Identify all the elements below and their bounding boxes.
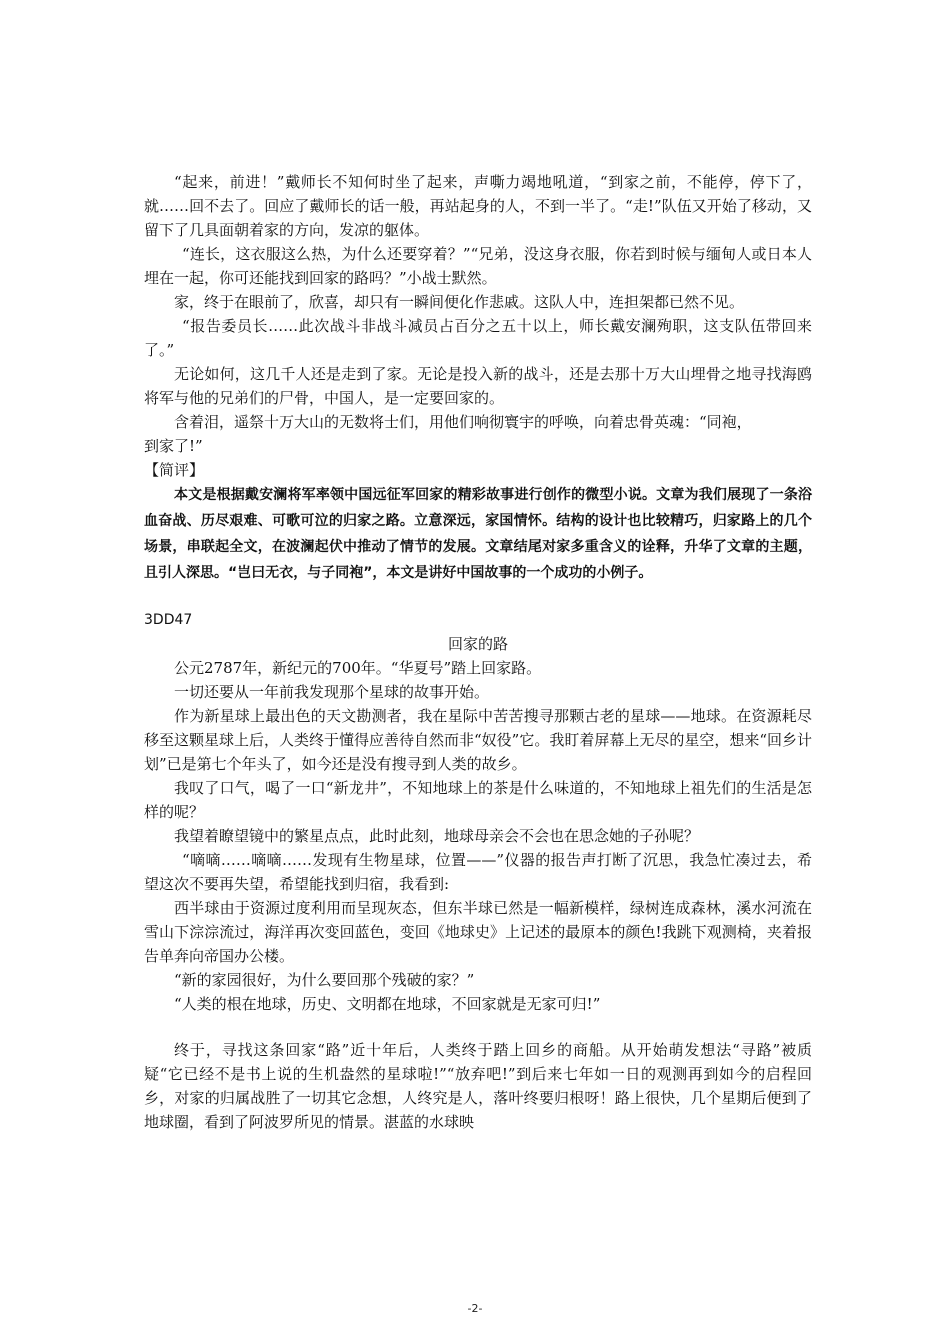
spacer (144, 586, 812, 608)
paragraph: 作为新星球上最出色的天文勘测者，我在星际中苦苦搜寻那颗古老的星球——地球。在资源耗尽移至这颗星球上后，人类终于懂得应善待自然而非“奴役”它。我盯着屏幕上无尽的星空，想来“回乡计划”已是第七个年头了，如今还是没有搜寻到人类的故乡。 (144, 707, 813, 773)
document-body (144, 170, 812, 1134)
paragraph: 到家了!” (144, 437, 203, 455)
paragraph: “新的家园很好，为什么要回那个残破的家？” (174, 971, 475, 989)
paragraph: 无论如何，这几千人还是走到了家。无论是投入新的战斗，还是去那十万大山埋骨之地寻找海鸥将军与他的兄弟们的尸骨，中国人，是一定要回家的。 (144, 365, 812, 407)
paragraph: “嘀嘀……嘀嘀……发现有生物星球，位置——”仪器的报告声打断了沉思，我急忙凑过去，希望这次不要再失望，希望能找到归宿，我看到: (144, 851, 812, 893)
paragraph: “报告委员长……此次战斗非战斗减员占百分之五十以上，师长戴安澜殉职，这支队伍带回来了。” (144, 317, 812, 359)
paragraph: 一切还要从一年前我发现那个星球的故事开始。 (174, 683, 490, 701)
paragraph: 我望着瞭望镜中的繁星点点，此时此刻，地球母亲会不会也在思念她的子孙呢？ (174, 827, 700, 845)
paragraph: 含着泪，遥祭十万大山的无数将士们，用他们响彻寰宇的呼唤，向着忠骨英魂：“同袍， (174, 413, 752, 431)
document-code: 3DD47 (144, 612, 193, 628)
review-heading: 【简评】 (144, 461, 205, 479)
paragraph: “人类的根在地球，历史、文明都在地球，不回家就是无家可归!” (174, 995, 601, 1013)
paragraph: 家，终于在眼前了，欣喜，却只有一瞬间便化作悲戚。这队人中，连担架都已然不见。 (174, 293, 745, 311)
review-text: 本文是根据戴安澜将军率领中国远征军回家的精彩故事进行创作的微型小说。文章为我们展现了一条浴血奋战、历尽艰难、可歌可泣的归家之路。立意深远，家国情怀。结构的设计也比较精巧，归家路上的几个场景，串联起全文，在波澜起伏中推动了情节的发展。文章结尾对家多重含义的诠释，升华了文章的主题，且引人深思。“岂曰无衣，与子同袍”，本文是讲好中国故事的一个成功的小例子。 (144, 487, 812, 581)
page-number: -2- (467, 1302, 483, 1315)
story-title: 回家的路 (447, 635, 508, 653)
paragraph: “起来，前进！”戴师长不知何时坐了起来，声嘶力竭地吼道，“到家之前，不能停，停下了，就……回不去了。回应了戴师长的话一般，再站起身的人，不到一半了。“走!”队伍又开始了移动，又留下了几具面朝着家的方向，发凉的躯体。 (144, 173, 812, 239)
paragraph: 我叹了口气，喝了一口“新龙井”，不知地球上的茶是什么味道的，不知地球上祖先们的生活是怎样的呢？ (144, 779, 812, 821)
paragraph: 西半球由于资源过度利用而呈现灰态，但东半球已然是一幅新模样，绿树连成森林，溪水河流在雪山下淙淙流过，海洋再次变回蓝色，变回《地球史》上记述的最原本的颜色!我跳下观测椅，夹着报告单奔向帝国办公楼。 (144, 899, 812, 965)
spacer (144, 1016, 812, 1038)
paragraph: 公元2787年，新纪元的700年。“华夏号”踏上回家路。 (174, 659, 542, 677)
paragraph: “连长，这衣服这么热，为什么还要穿着？”“兄弟，没这身衣服，你若到时候与缅甸人或日本人埋在一起，你可还能找到回家的路吗？”小战士默然。 (144, 245, 812, 287)
paragraph: 终于，寻找这条回家“路”近十年后，人类终于踏上回乡的商船。从开始萌发想法“寻路”被质疑“它已经不是书上说的生机盎然的星球啦!”“放弃吧!”到后来七年如一日的观测再到如今的启程回乡，对家的归属战胜了一切其它念想，人终究是人，落叶终要归根呀！路上很快，几个星期后便到了地球圈，看到了阿波罗所见的情景。湛蓝的水球映 (144, 1041, 812, 1131)
